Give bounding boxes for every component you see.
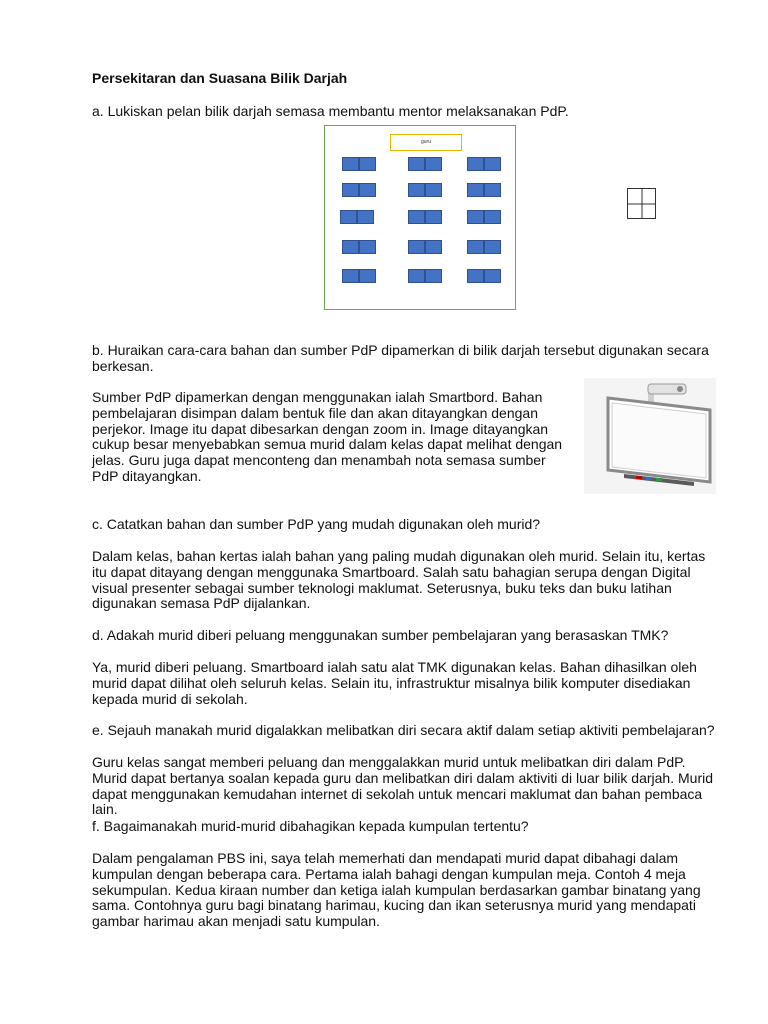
student-desk	[467, 269, 484, 283]
student-desk	[484, 157, 501, 171]
student-desk	[408, 183, 425, 197]
student-desk	[342, 269, 359, 283]
student-desk	[359, 183, 376, 197]
question-d: d. Adakah murid diberi peluang menggunakan sumber pembelajaran yang berasaskan TMK?	[92, 627, 669, 643]
classroom-plan	[324, 125, 516, 310]
answer-d: Ya, murid diberi peluang. Smartboard ialah satu alat TMK digunakan kelas. Bahan dihasilkan oleh murid dapat dilihat oleh seluruh kelas. Selain itu, infrastruktur misalnya bilik komputer disediakan kepada murid di sekolah.	[92, 659, 697, 707]
student-desk	[467, 210, 484, 224]
student-desk	[484, 210, 501, 224]
answer-c: Dalam kelas, bahan kertas ialah bahan yang paling mudah digunakan oleh murid. Selain itu, kertas itu dapat ditayang dengan menggunaka Smartboard. Salah satu bahagian serupa dengan Digital visual presenter sebagai sumber teknologi maklumat. Seterusnya, buku teks dan buku latihan digunakan semasa PdP dijalankan.	[92, 548, 706, 612]
question-e: e. Sejauh manakah murid digalakkan melibatkan diri secara aktif dalam setiap aktiviti pembelajaran?	[92, 722, 715, 738]
student-desk	[484, 183, 501, 197]
student-desk	[342, 183, 359, 197]
student-desk	[467, 157, 484, 171]
student-desk	[408, 269, 425, 283]
smartboard-image	[584, 378, 716, 494]
answer-b: Sumber PdP dipamerkan dengan menggunakan ialah Smartbord. Bahan pembelajaran disimpan dalam bentuk file dan akan ditayangkan dengan perjekor. Image itu dapat dibesarkan dengan zoom in. Image ditayangkan cukup besar menyebabkan semua murid dalam kelas dapat melihat dengan jelas. Guru juga dapat menconteng dan menambah nota semasa sumber PdP ditayangkan.	[92, 389, 563, 484]
question-a: a. Lukiskan pelan bilik darjah semasa membantu mentor melaksanakan PdP.	[92, 103, 569, 119]
student-desk	[342, 157, 359, 171]
student-desk	[408, 157, 425, 171]
question-c: c. Catatkan bahan dan sumber PdP yang mudah digunakan oleh murid?	[92, 516, 541, 532]
teacher-desk: guru	[390, 134, 462, 151]
student-desk	[425, 240, 442, 254]
student-desk	[467, 183, 484, 197]
student-desk	[467, 240, 484, 254]
student-desk	[359, 240, 376, 254]
question-f: f. Bagaimanakah murid-murid dibahagikan kepada kumpulan tertentu?	[92, 818, 529, 834]
answer-e: Guru kelas sangat memberi peluang dan menggalakkan murid untuk melibatkan diri dalam PdP. Murid dapat bertanya soalan kepada guru dan melibatkan diri dalam aktiviti di luar bilik darjah. Murid dapat menggunakan kemudahan internet di sekolah untuk mencari maklumat dan bahan pembaca lain.	[92, 754, 714, 818]
student-desk	[425, 157, 442, 171]
answer-f: Dalam pengalaman PBS ini, saya telah memerhati dan mendapati murid dapat dibahagi dalam kumpulan dengan beberapa cara. Pertama ialah bahagi dengan kumpulan meja. Contoh 4 meja sekumpulan. Kedua kiraan number dan ketiga ialah kumpulan berdasarkan gambar binatang yang sama. Contohnya guru bagi binatang harimau, kucing dan ikan seterusnya murid yang mendapati gambar harimau akan menjadi satu kumpulan.	[92, 850, 701, 930]
student-desk	[425, 269, 442, 283]
student-desk	[425, 183, 442, 197]
student-desk	[340, 210, 357, 224]
student-desk	[408, 210, 425, 224]
student-desk	[359, 269, 376, 283]
window-icon	[627, 188, 656, 219]
document-title: Persekitaran dan Suasana Bilik Darjah	[92, 70, 348, 86]
student-desk	[408, 240, 425, 254]
student-desk	[359, 157, 376, 171]
student-desk	[425, 210, 442, 224]
question-b: b. Huraikan cara-cara bahan dan sumber PdP dipamerkan di bilik darjah tersebut digunakan secara berkesan.	[92, 342, 709, 374]
student-desk	[342, 240, 359, 254]
smartboard-icon	[584, 378, 716, 494]
student-desk	[484, 269, 501, 283]
student-desk	[357, 210, 374, 224]
student-desk	[484, 240, 501, 254]
